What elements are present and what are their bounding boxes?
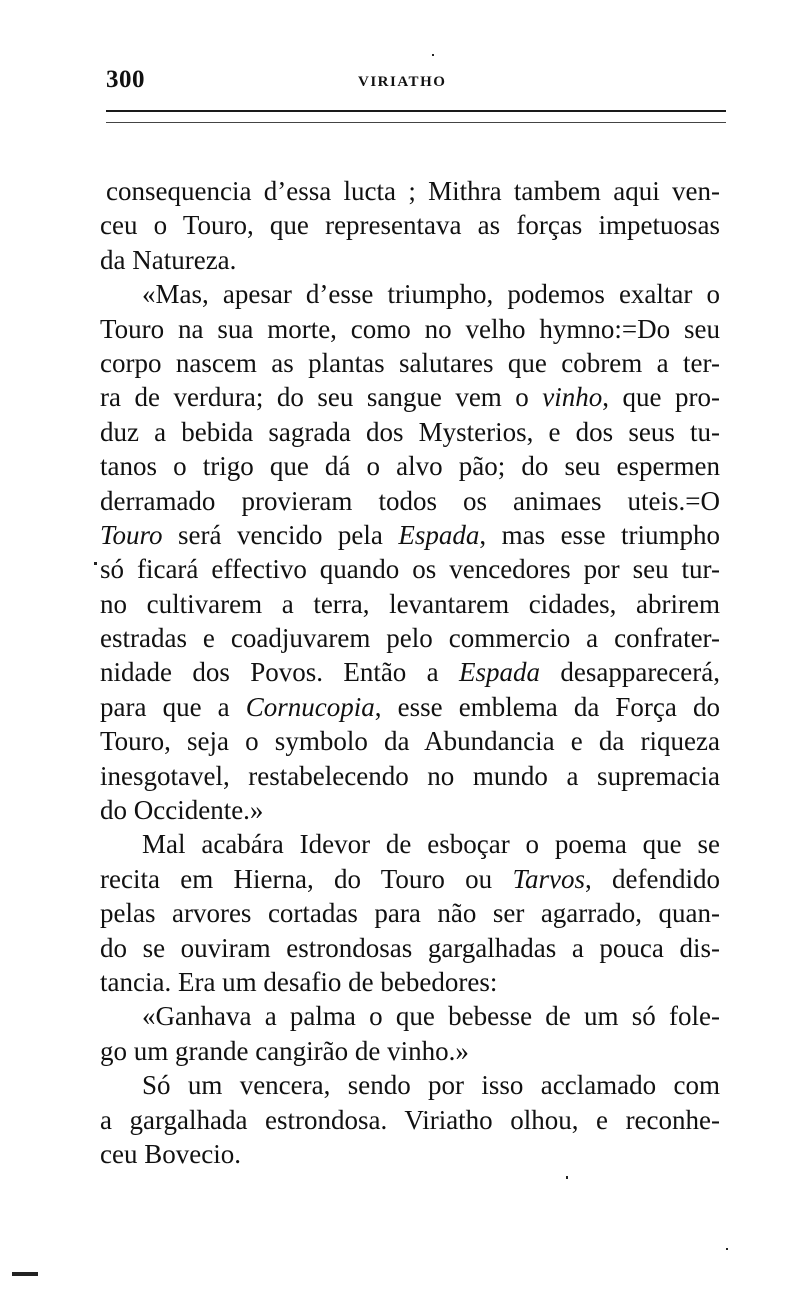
text-line: só ficará effectivo quando os vencedores por seu tur-: [100, 554, 720, 585]
text-line: tanos o trigo que dá o alvo pão; do seu espermen: [100, 451, 720, 482]
text-line: Só um vencera, sendo por isso acclamado com: [142, 1070, 720, 1101]
scan-speck: [12, 1272, 38, 1276]
text-line: do Occidente.»: [100, 795, 264, 826]
text-line: estradas e coadjuvarem pelo commercio a confrater-: [100, 623, 720, 654]
text-line: duz a bebida sagrada dos Mysterios, e dos seus tu-: [100, 416, 720, 447]
header-rule-thin: [106, 122, 726, 123]
page-number: 300: [106, 66, 145, 93]
text-line: nidade dos Povos. Então a Espada desapparecerá,: [100, 657, 720, 688]
header-rule: [106, 110, 726, 112]
text-line: Touro, seja o symbolo da Abundancia e da riqueza: [100, 726, 720, 757]
text-line: inesgotavel, restabelecendo no mundo a supremacia: [100, 760, 720, 791]
text-line: «Mas, apesar d’esse triumpho, podemos exaltar o: [142, 279, 720, 310]
text-line: tancia. Era um desafio de bebedores:: [100, 966, 498, 997]
text-line: da Natureza.: [100, 244, 237, 275]
text-line: para que a Cornucopia, esse emblema da Força do: [100, 691, 721, 722]
scan-speck: [566, 1176, 568, 1179]
text-line: consequencia d’essa lucta ; Mithra tambem aqui ven-: [106, 176, 720, 206]
body-text: [100, 174, 720, 1171]
running-title: VIRIATHO: [358, 74, 447, 90]
text-line: go um grande cangirão de vinho.»: [100, 1035, 469, 1066]
text-line: derramado provieram todos os animaes uteis.=O: [100, 485, 720, 516]
text-line: «Ganhava a palma o que bebesse de um só fole-: [142, 1001, 720, 1032]
scan-speck: [94, 562, 97, 565]
text-line: do se ouviram estrondosas gargalhadas a pouca dis-: [100, 932, 720, 963]
text-line: ceu o Touro, que representava as forças impetuosas: [100, 210, 720, 241]
text-line: corpo nascem as plantas salutares que cobrem a ter-: [100, 347, 720, 378]
scan-speck: [432, 54, 434, 56]
text-line: ceu Bovecio.: [100, 1138, 241, 1169]
text-line: Mal acabára Idevor de esboçar o poema que se: [142, 829, 720, 860]
text-line: no cultivarem a terra, levantarem cidades, abrirem: [100, 588, 720, 619]
text-line: a gargalhada estrondosa. Viriatho olhou, e reconhe-: [100, 1104, 720, 1135]
text-line: ra de verdura; do seu sangue vem o vinho, que pro-: [100, 382, 720, 413]
scan-speck: [726, 1248, 728, 1250]
text-line: Touro será vencido pela Espada, mas esse triumpho: [100, 519, 721, 550]
text-line: recita em Hierna, do Touro ou Tarvos, defendido: [100, 863, 720, 894]
text-line: pelas arvores cortadas para não ser agarrado, quan-: [100, 898, 720, 929]
text-line: Touro na sua morte, como no velho hymno:=Do seu: [100, 313, 720, 344]
